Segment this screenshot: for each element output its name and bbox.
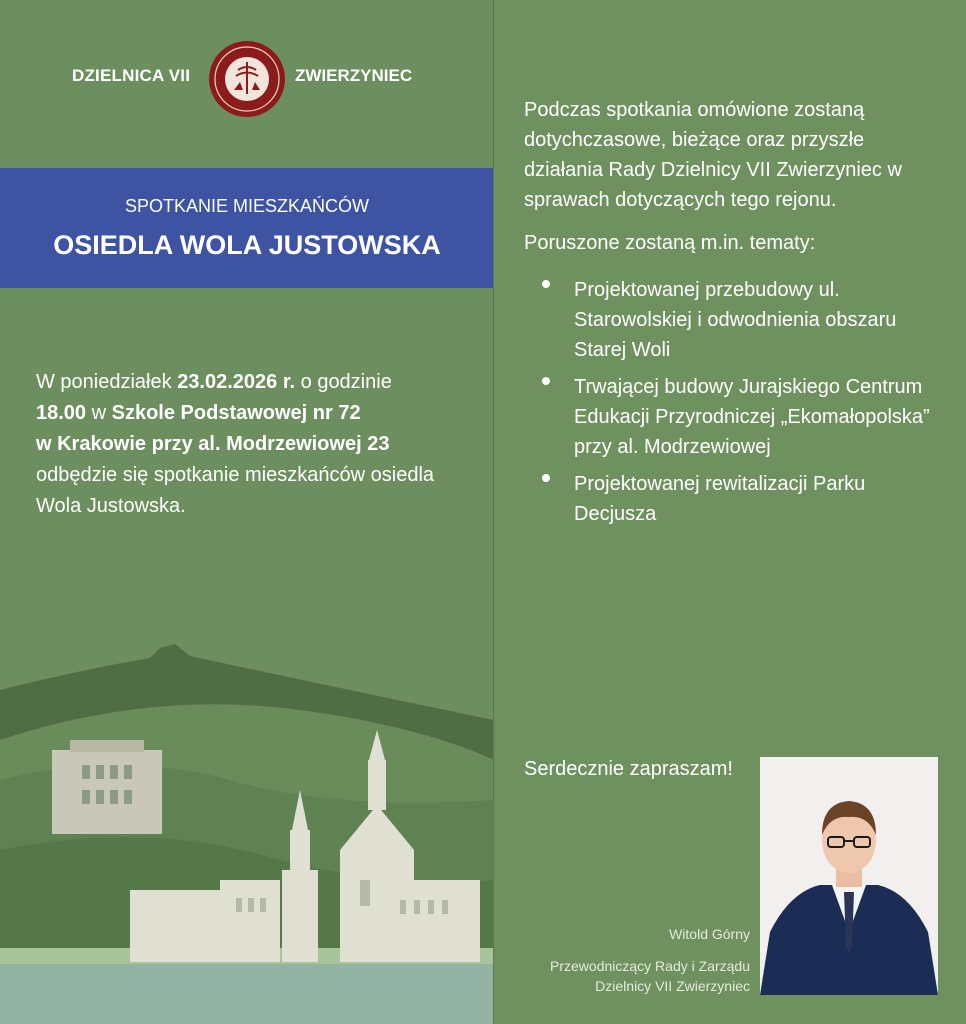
banner-subtitle: SPOTKANIE MIESZKAŃCÓW bbox=[124, 196, 370, 216]
topic-text: Projektowanej rewitalizacji Parku Decjusza bbox=[574, 473, 866, 525]
list-item bbox=[542, 469, 942, 529]
signature-name: Witold Górny bbox=[669, 926, 750, 942]
portrait-photo bbox=[760, 757, 938, 995]
event-place-2: w Krakowie przy al. Modrzewiowej 23 bbox=[36, 433, 390, 455]
district-seal-logo bbox=[208, 40, 286, 118]
title-banner bbox=[0, 168, 494, 288]
event-details bbox=[36, 367, 466, 522]
invitation-text: Serdecznie zapraszam! bbox=[524, 758, 733, 780]
event-text-4: odbędzie się spotkanie mieszkańców osiedla Wola Justowska. bbox=[36, 464, 435, 517]
header-district: DZIELNICA VII bbox=[72, 66, 191, 85]
event-place-1: Szkole Podstawowej nr 72 bbox=[111, 402, 361, 424]
list-item bbox=[542, 372, 942, 462]
banner-title: OSIEDLA WOLA JUSTOWSKA bbox=[53, 230, 441, 260]
topic-text: Projektowanej przebudowy ul. Starowolskiej i odwodnienia obszaru Starej Woli bbox=[574, 279, 897, 361]
signature-role-2: Dzielnicy VII Zwierzyniec bbox=[595, 978, 750, 994]
bullet-icon bbox=[542, 474, 550, 482]
right-panel bbox=[494, 0, 966, 1024]
topic-text: Trwającej budowy Jurajskiego Centrum Edukacji Przyrodniczej „Ekomałopolska” przy al. Modrzewiowej bbox=[574, 376, 930, 458]
event-text-3: w bbox=[86, 402, 112, 424]
topics-heading: Poruszone zostaną m.in. tematy: bbox=[524, 232, 816, 254]
villa-building bbox=[52, 740, 162, 834]
intro-paragraph: Podczas spotkania omówione zostaną dotychczasowe, bieżące oraz przyszłe działania Rady Dzielnicy VII Zwierzyniec w sprawach dotyczących tego rejonu. bbox=[524, 99, 902, 211]
bullet-icon bbox=[542, 280, 550, 288]
bullet-icon bbox=[542, 377, 550, 385]
event-time: 18.00 bbox=[36, 402, 87, 424]
topics-list bbox=[542, 275, 942, 536]
event-text-1: W poniedziałek bbox=[36, 371, 178, 393]
list-item bbox=[542, 275, 942, 365]
event-date: 23.02.2026 r. bbox=[177, 371, 296, 393]
landscape-illustration bbox=[0, 630, 494, 1024]
header-zwierzyniec: ZWIERZYNIEC bbox=[295, 66, 413, 85]
event-text-2: o godzinie bbox=[295, 371, 392, 393]
signature-role-1: Przewodniczący Rady i Zarządu bbox=[550, 958, 750, 974]
